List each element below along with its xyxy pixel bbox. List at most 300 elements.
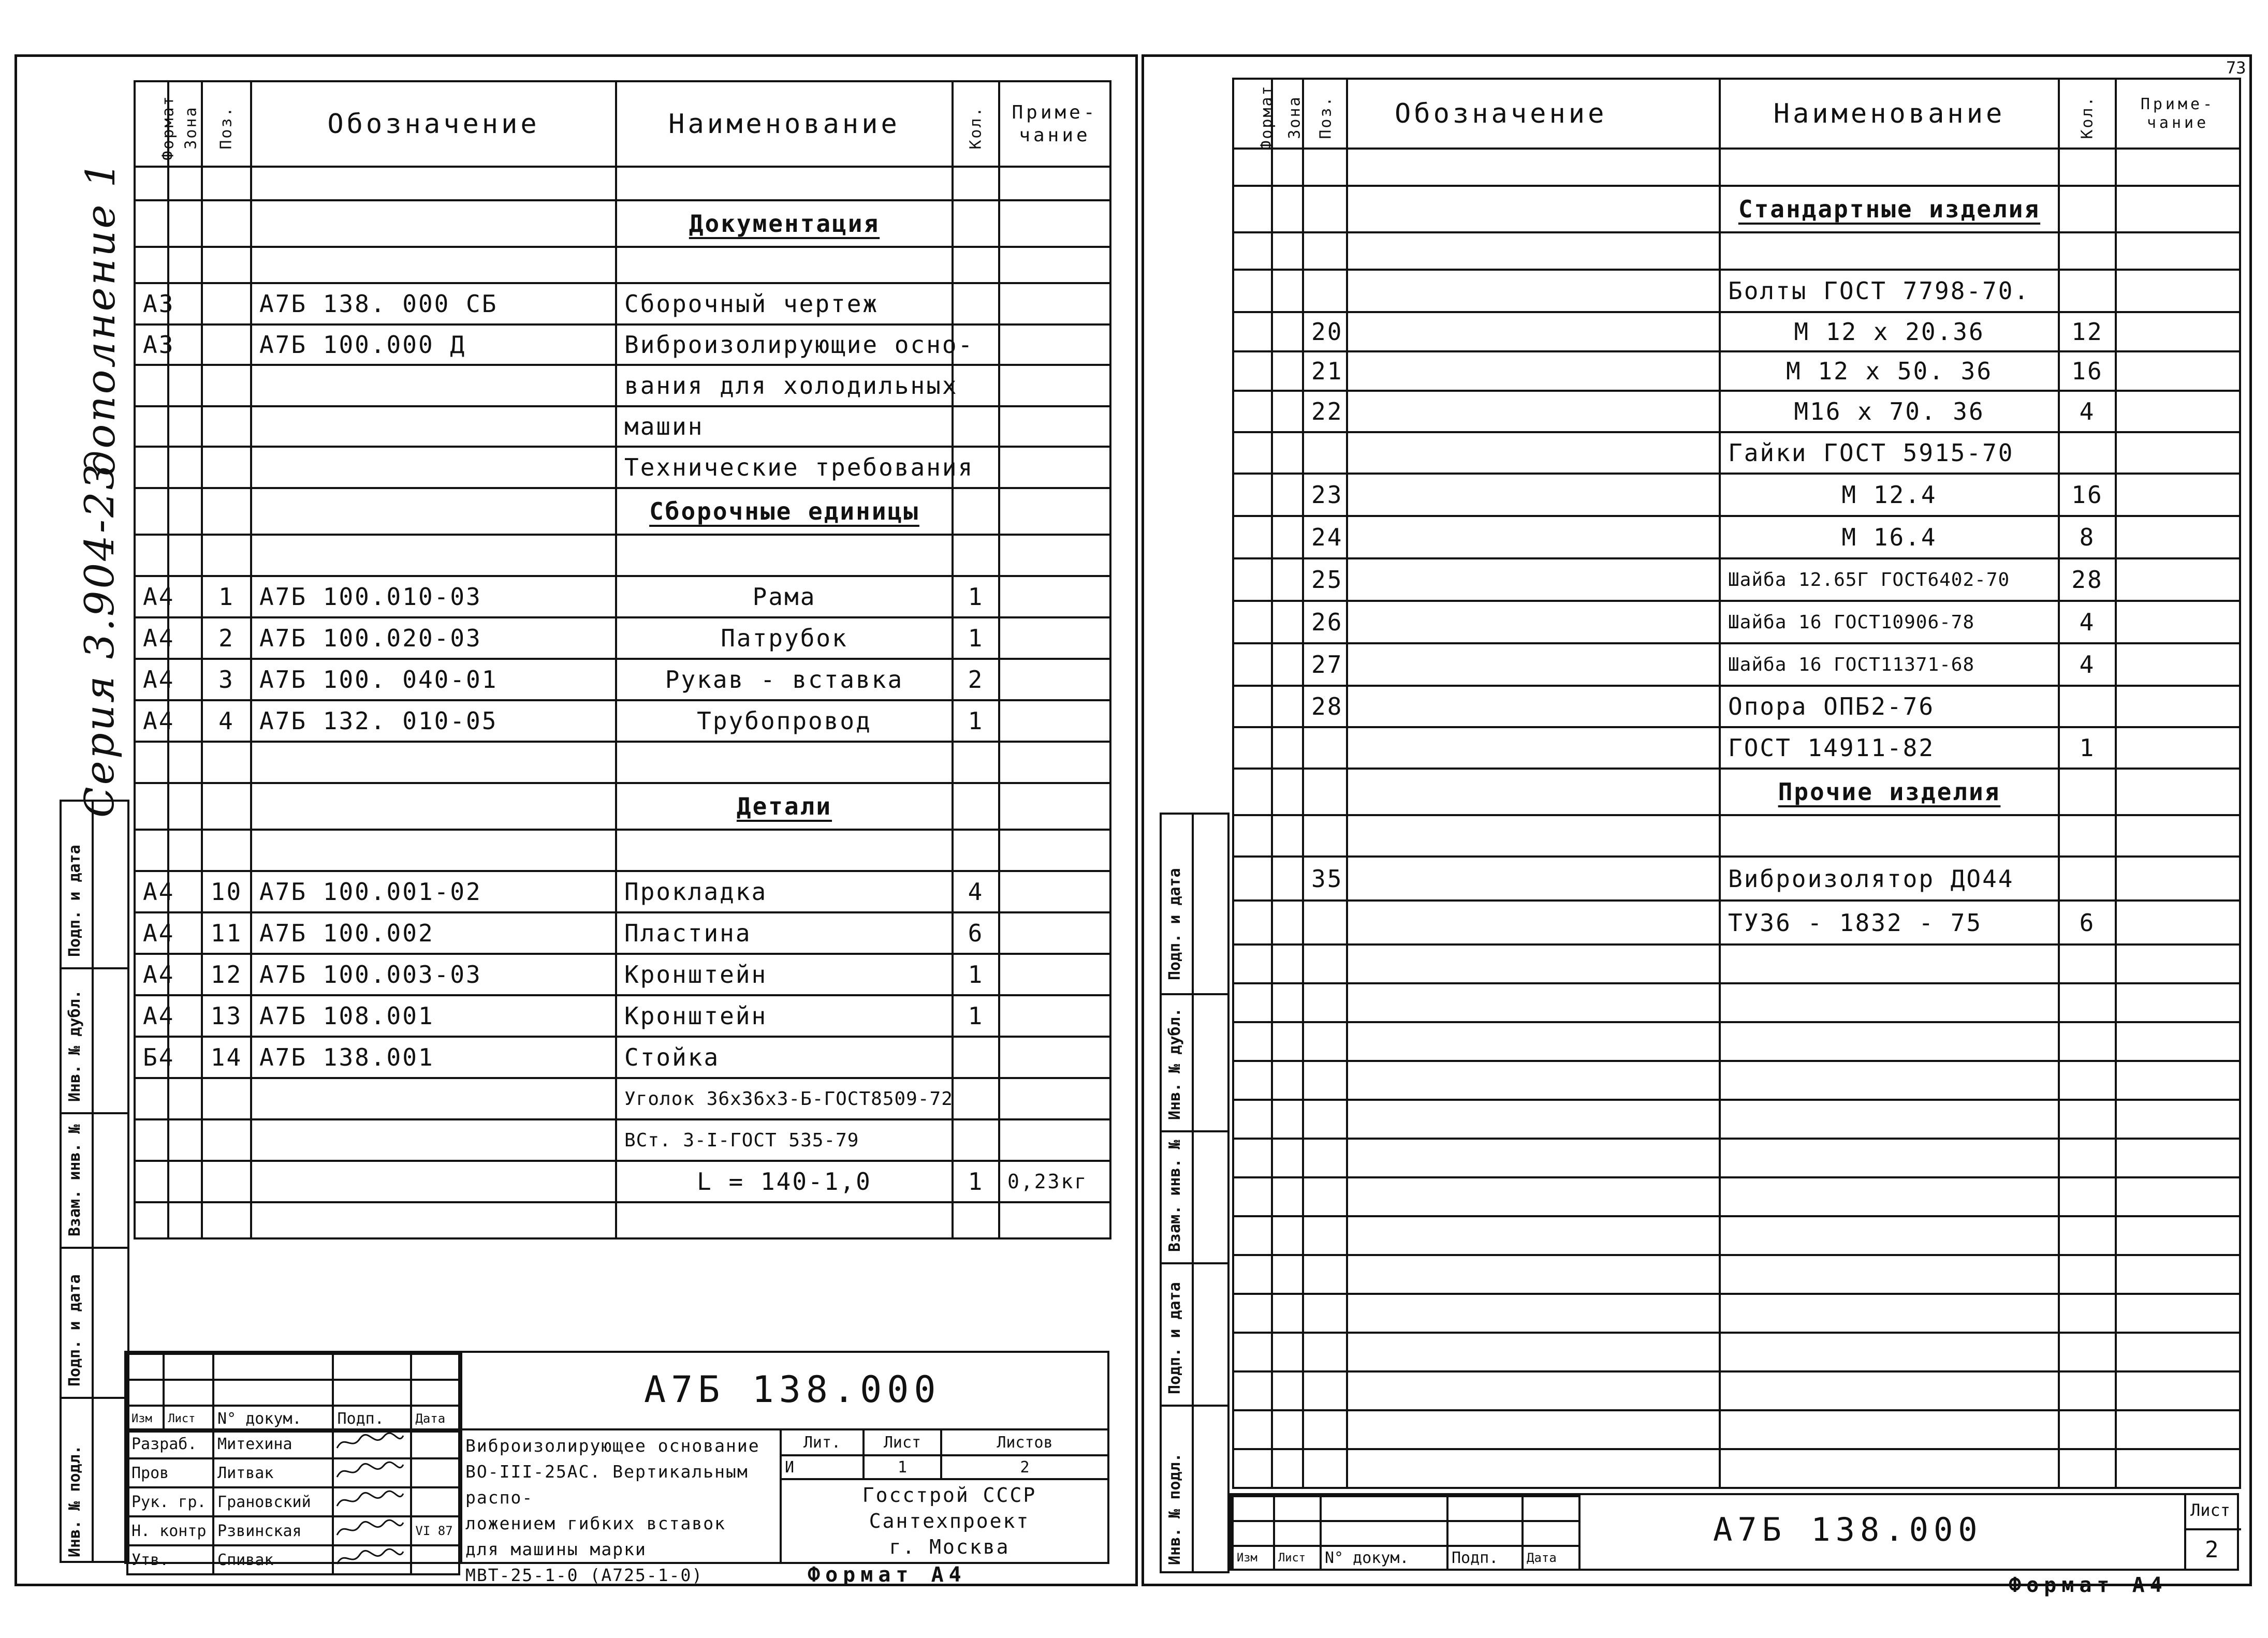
cell-pos: 10 [202,871,251,912]
cell-zone [1272,945,1303,983]
cell-pos [202,830,251,871]
cell-qty [953,488,999,535]
col-note-header: Приме-чание [999,81,1110,167]
table-row [1233,1177,2240,1216]
table-row [1233,1100,2240,1139]
table-row [1233,643,2240,686]
table-row [135,830,1110,871]
cell-zone [168,488,202,535]
cell-name [1720,983,2059,1022]
cell-designation [1347,270,1720,312]
cell-designation [251,742,616,783]
cell-zone [1272,1410,1303,1449]
cell-designation [1347,149,1720,186]
cell-zone [168,742,202,783]
cell-name: Прочие изделия [1720,769,2059,815]
cell-pos [1303,1410,1347,1449]
right-designation: А7Б 138.000 [1713,1511,1983,1548]
cell-note [2116,1410,2240,1449]
table-row [135,447,1110,488]
cell-format [135,488,168,535]
cell-qty: 1 [953,954,999,995]
tb-sheets-value: 2 [941,1455,1108,1479]
cell-qty [2059,769,2116,815]
cell-qty [953,1119,999,1161]
cell-format [135,1161,168,1202]
table-row [1233,901,2240,945]
cell-format: А4 [135,617,168,659]
left-org-block: Госстрой СССР Сантехпроект г. Москва [862,1484,1037,1558]
cell-format [1233,149,1272,186]
cell-designation [1347,727,1720,769]
table-row [1233,1333,2240,1371]
cell-zone [168,365,202,406]
cell-zone [168,830,202,871]
tb-col-docnum: N° докум. [213,1406,333,1432]
cell-qty [953,1037,999,1078]
cell-designation [1347,1410,1720,1449]
cell-note [999,659,1110,700]
cell-designation [1347,351,1720,391]
cell-name: Прокладка [616,871,953,912]
cell-name: Гайки ГОСТ 5915-70 [1720,432,2059,474]
cell-qty: 6 [2059,901,2116,945]
cell-qty [2059,1410,2116,1449]
cell-format: А4 [135,995,168,1037]
cell-qty [2059,1294,2116,1333]
cell-qty: 4 [2059,643,2116,686]
cell-note [999,576,1110,617]
cell-qty [2059,270,2116,312]
tb-col-podp: Подп. [333,1406,411,1432]
addendum-note: дополнение 1 [78,160,124,476]
cell-qty [953,783,999,830]
cell-name [1720,1139,2059,1177]
cell-format [1233,270,1272,312]
cell-pos [1303,1449,1347,1488]
side-label-vzam: Взам. инв. № [66,1124,84,1236]
cell-note [999,324,1110,365]
cell-qty: 28 [2059,558,2116,601]
cell-format [1233,186,1272,232]
cell-zone [1272,769,1303,815]
cell-note [999,783,1110,830]
cell-pos [1303,945,1347,983]
cell-zone [1272,232,1303,270]
cell-pos: 22 [1303,391,1347,432]
cell-pos: 11 [202,912,251,954]
cell-note [2116,769,2240,815]
cell-zone [1272,1255,1303,1294]
cell-note [2116,391,2240,432]
cell-format [1233,1410,1272,1449]
cell-designation [1347,1139,1720,1177]
cell-format [1233,312,1272,351]
cell-qty: 6 [953,912,999,954]
cell-note [999,167,1110,200]
cell-zone [1272,857,1303,901]
cell-pos [1303,1216,1347,1255]
right-spec-table [1232,78,2241,1489]
cell-pos: 26 [1303,601,1347,643]
cell-pos [202,283,251,324]
sig-name: Митехина [213,1429,333,1458]
sig-role: Разраб. [127,1429,213,1458]
table-row [135,995,1110,1037]
cell-qty [953,535,999,576]
table-row [1233,1449,2240,1488]
cell-name [1720,1022,2059,1061]
cell-pos [1303,1177,1347,1216]
cell-pos [202,783,251,830]
table-row [1233,558,2240,601]
cell-name [1720,1255,2059,1294]
cell-designation [251,365,616,406]
r-col-name-header: Наименование [1720,79,2059,149]
table-row [1233,432,2240,474]
cell-format [135,535,168,576]
cell-name: вания для холодильных [616,365,953,406]
right-sheet-label: Лист [2190,1500,2231,1520]
side-label-podp-data-top: Подп. и дата [66,845,84,957]
cell-pos: 13 [202,995,251,1037]
cell-designation [251,1161,616,1202]
cell-pos: 3 [202,659,251,700]
r-side-label-vzam: Взам. инв. № [1166,1140,1184,1252]
cell-format [135,1078,168,1119]
cell-format [1233,727,1272,769]
cell-designation [1347,1449,1720,1488]
cell-pos [1303,1371,1347,1410]
cell-note [999,447,1110,488]
cell-note [999,617,1110,659]
cell-name: Рукав - вставка [616,659,953,700]
tb-col-data: Дата [411,1406,459,1432]
table-row [1233,474,2240,516]
cell-note [2116,186,2240,232]
cell-qty: 8 [2059,516,2116,558]
cell-name: М 12.4 [1720,474,2059,516]
cell-name: Опора ОПБ2-76 [1720,686,2059,727]
r-side-label-podp-data-top: Подп. и дата [1166,868,1184,980]
cell-pos: 20 [1303,312,1347,351]
cell-note [2116,232,2240,270]
cell-format [1233,516,1272,558]
table-row [135,783,1110,830]
table-row [135,535,1110,576]
cell-note [2116,432,2240,474]
r-col-qty-header: Кол. [2059,79,2116,149]
table-row [1233,727,2240,769]
cell-note [999,871,1110,912]
cell-qty: 1 [953,1161,999,1202]
table-row [1233,815,2240,857]
cell-note [2116,686,2240,727]
cell-name: Технические требования [616,447,953,488]
cell-name: машин [616,406,953,447]
cell-format [1233,558,1272,601]
cell-designation [1347,1255,1720,1294]
cell-pos [202,1119,251,1161]
r-tb-col-docnum: N° докум. [1321,1546,1447,1570]
cell-designation [1347,643,1720,686]
cell-format [1233,1449,1272,1488]
cell-designation [251,1078,616,1119]
cell-zone [1272,601,1303,643]
table-row [1233,312,2240,351]
cell-designation [1347,1061,1720,1100]
cell-qty [2059,432,2116,474]
right-format-label: Формат А4 [2009,1573,2168,1597]
right-sheet-value: 2 [2205,1537,2219,1563]
cell-qty [2059,815,2116,857]
col-zone-header: Зона [168,81,202,167]
r-tb-col-izm: Изм [1233,1546,1274,1570]
left-designation: А7Б 138.000 [644,1368,941,1411]
cell-pos [1303,1022,1347,1061]
cell-zone [168,167,202,200]
cell-name [616,167,953,200]
table-row [135,1037,1110,1078]
cell-note [2116,1449,2240,1488]
col-pos-header: Поз. [202,81,251,167]
table-row [135,1078,1110,1119]
cell-pos [202,365,251,406]
sig-signature [333,1429,411,1458]
cell-format [1233,1100,1272,1139]
cell-pos: 23 [1303,474,1347,516]
table-row [1233,149,2240,186]
cell-designation [1347,769,1720,815]
cell-designation [1347,945,1720,983]
cell-zone [1272,474,1303,516]
cell-designation [1347,474,1720,516]
right-title-block [1230,1493,2239,1571]
cell-qty [2059,186,2116,232]
cell-name: Кронштейн [616,954,953,995]
table-row [1233,186,2240,232]
cell-zone [1272,1022,1303,1061]
cell-designation: А7Б 138.001 [251,1037,616,1078]
cell-qty [953,247,999,283]
cell-zone [1272,1177,1303,1216]
cell-name: Кронштейн [616,995,953,1037]
cell-format [1233,1333,1272,1371]
cell-qty [2059,1216,2116,1255]
cell-zone [168,1161,202,1202]
tb-sheets-label: Листов [941,1429,1108,1455]
cell-format: А3 [135,324,168,365]
cell-zone [1272,270,1303,312]
cell-name [1720,1216,2059,1255]
signature-row [127,1458,459,1487]
cell-format [1233,983,1272,1022]
cell-name: Стандартные изделия [1720,186,2059,232]
r-side-label-podp-data-bottom: Подп. и дата [1166,1282,1184,1394]
sig-name: Рзвинская [213,1516,333,1545]
table-row [1233,351,2240,391]
cell-name [1720,149,2059,186]
handwritten-signature [334,1488,406,1511]
cell-qty [2059,1371,2116,1410]
cell-format [135,167,168,200]
cell-name [1720,1449,2059,1488]
sig-name: Литвак [213,1458,333,1487]
cell-designation [1347,186,1720,232]
r-col-zone-header: Зона [1272,79,1303,149]
cell-designation [251,247,616,283]
cell-designation: А7Б 132. 010-05 [251,700,616,742]
sig-name: Грановский [213,1487,333,1516]
cell-qty [2059,1177,2116,1216]
cell-designation [251,406,616,447]
table-row [1233,686,2240,727]
cell-zone [1272,1061,1303,1100]
cell-zone [168,447,202,488]
cell-designation [1347,516,1720,558]
cell-name: Стойка [616,1037,953,1078]
cell-note: 0,23кг [999,1161,1110,1202]
sig-date [411,1458,459,1487]
cell-name [1720,1061,2059,1100]
cell-name [1720,1177,2059,1216]
sig-signature [333,1458,411,1487]
cell-pos: 27 [1303,643,1347,686]
cell-format: А4 [135,700,168,742]
cell-zone [1272,815,1303,857]
table-row [135,1119,1110,1161]
cell-pos [202,488,251,535]
cell-qty: 4 [2059,391,2116,432]
table-row [1233,601,2240,643]
cell-zone [168,783,202,830]
sig-role: Н. контр [127,1516,213,1545]
cell-format: А3 [135,283,168,324]
cell-designation [1347,901,1720,945]
cell-format [1233,1022,1272,1061]
table-row [1233,1061,2240,1100]
cell-designation [251,1119,616,1161]
cell-qty [2059,1061,2116,1100]
cell-note [2116,516,2240,558]
cell-note [2116,351,2240,391]
cell-zone [1272,901,1303,945]
cell-note [999,912,1110,954]
handwritten-signature [334,1546,406,1569]
cell-note [999,1119,1110,1161]
cell-name: Уголок 36х36х3-Б-ГОСТ8509-72 [616,1078,953,1119]
cell-qty [2059,1100,2116,1139]
cell-designation [1347,391,1720,432]
cell-zone [1272,558,1303,601]
cell-designation [1347,1100,1720,1139]
cell-name [616,247,953,283]
cell-zone [1272,983,1303,1022]
cell-note [999,488,1110,535]
cell-format [135,247,168,283]
sig-date [411,1545,459,1574]
cell-pos: 1 [202,576,251,617]
cell-name: Трубопровод [616,700,953,742]
cell-designation [251,1202,616,1238]
cell-designation [1347,558,1720,601]
cell-name [1720,232,2059,270]
cell-format: А4 [135,576,168,617]
r-side-label-inv-dubl: Инв. № дубл. [1166,1008,1184,1120]
cell-designation [1347,601,1720,643]
cell-pos [1303,901,1347,945]
cell-pos: 24 [1303,516,1347,558]
cell-zone [168,247,202,283]
cell-qty: 1 [953,576,999,617]
cell-format [135,200,168,247]
cell-pos [1303,1100,1347,1139]
cell-pos [202,447,251,488]
cell-pos [202,324,251,365]
series-note: Серия 3.904-23 [77,462,123,818]
cell-format [1233,601,1272,643]
cell-note [999,1078,1110,1119]
table-row [135,871,1110,912]
cell-note [2116,1022,2240,1061]
cell-name [1720,1333,2059,1371]
cell-qty [953,283,999,324]
cell-format [135,1119,168,1161]
cell-format [1233,901,1272,945]
cell-qty [2059,1255,2116,1294]
table-row [1233,1371,2240,1410]
table-row [1233,1255,2240,1294]
table-row [135,1161,1110,1202]
cell-designation [251,783,616,830]
cell-name: L = 140-1,0 [616,1161,953,1202]
cell-zone [1272,727,1303,769]
cell-qty [953,1202,999,1238]
cell-note [999,700,1110,742]
signature-row [127,1545,459,1574]
cell-zone [168,406,202,447]
cell-qty [2059,149,2116,186]
cell-name: Документация [616,200,953,247]
cell-note [2116,727,2240,769]
cell-pos [1303,815,1347,857]
cell-designation [251,447,616,488]
cell-note [999,247,1110,283]
cell-zone [1272,186,1303,232]
cell-zone [1272,432,1303,474]
cell-format [1233,1216,1272,1255]
side-label-inv-podl: Инв. № подл. [66,1445,84,1557]
cell-qty [2059,232,2116,270]
cell-designation [251,830,616,871]
side-label-podp-data-bottom: Подп. и дата [66,1274,84,1386]
cell-note [2116,558,2240,601]
cell-pos [1303,1255,1347,1294]
table-row [135,742,1110,783]
sig-signature [333,1487,411,1516]
cell-name: М16 х 70. 36 [1720,391,2059,432]
cell-note [2116,601,2240,643]
r-tb-col-data: Дата [1523,1546,1579,1570]
cell-note [2116,983,2240,1022]
cell-format [1233,474,1272,516]
cell-pos [1303,727,1347,769]
cell-format [1233,643,1272,686]
cell-format: Б4 [135,1037,168,1078]
sig-name: Спивак [213,1545,333,1574]
sig-signature [333,1516,411,1545]
cell-zone [168,1202,202,1238]
